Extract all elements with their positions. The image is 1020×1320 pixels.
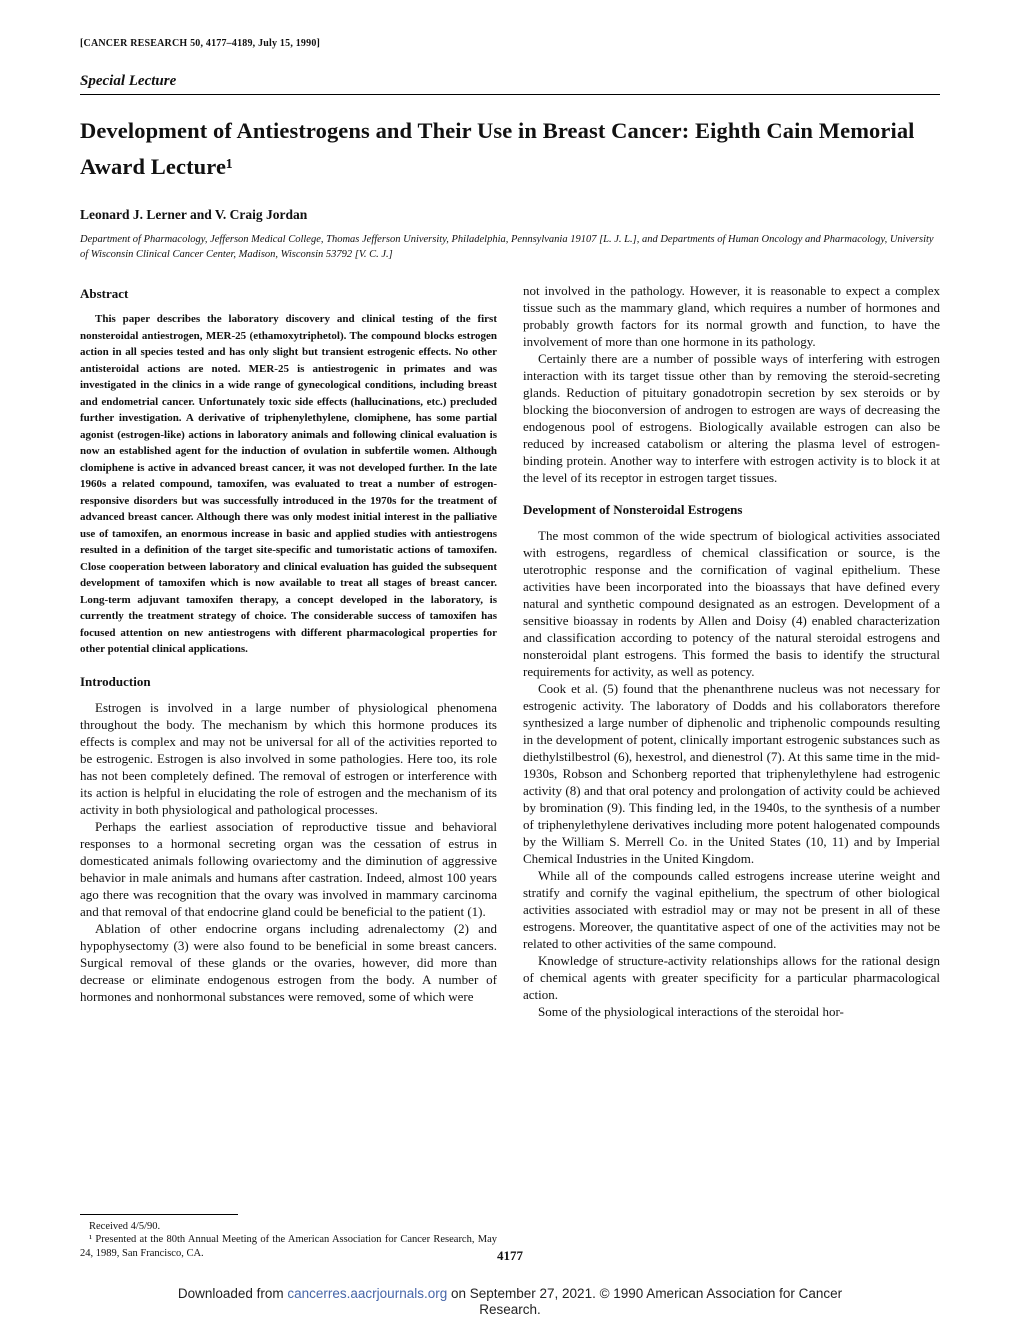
- body-paragraph-interfering: Certainly there are a number of possible ways of interfering with estrogen interaction with its target tissue other than by removing the steroid-secreting glands. Reduction of pituitary gonadotropin secretion by sex steroids or by blocking the bioconversion of androgen to estrogen are ways of decreasing the endogenous pool of estrogens. Biologically available estrogen can also be reduced by increased catabolism or altering the plasma level of estrogen-binding protein. Another way to interfere with estrogen activity is to block it at the level of its receptor in estrogen target tissues.: [523, 351, 940, 486]
- footer-text-pre: Downloaded from: [177, 1286, 288, 1301]
- left-column: [80, 282, 497, 1260]
- section-heading-nonsteroidal: Development of Nonsteroidal Estrogens: [523, 502, 743, 518]
- intro-paragraph-1: Estrogen is involved in a large number of physiological phenomena throughout the body. The mechanism by which this hormone produces its effects is complex and may not be universal for all of the activities reported to be estrogenic. Estrogen is also involved in some pathologies. Here too, its role has not been completely defined. The removal of estrogen or interference with its action is helpful in elucidating the role of estrogen and the mechanism of its activity in both physiological and pathological processes.: [80, 699, 497, 817]
- right-column: [523, 282, 940, 1260]
- download-footer: [0, 1286, 1020, 1318]
- introduction-heading: Introduction: [80, 673, 151, 689]
- footer-text-post: on September 27, 2021. © 1990 American Association for Cancer: [447, 1286, 843, 1301]
- intro-paragraph-2: Perhaps the earliest association of reproductive tissue and behavioral responses to a hormonal secreting organ was the cessation of estrus in domesticated animals following ovariectomy and the diminution of aggressive behavior in male animals and humans after castration. Indeed, almost 100 years ago there was recognition that the ovary was involved in mammary carcinoma and that removal of that endocrine gland could be beneficial to the patient (1).: [80, 818, 497, 919]
- section-paragraph-4: Knowledge of structure-activity relationships allows for the rational design of chemical agents with greater specificity for a particular pharmacological action.: [523, 953, 940, 1003]
- section-paragraph-5: Some of the physiological interactions of the steroidal hor-: [538, 1004, 844, 1020]
- abstract-heading: Abstract: [80, 286, 129, 302]
- article-affiliation: Department of Pharmacology, Jefferson Medical College, Thomas Jefferson University, Philadelphia, Pennsylvania 19107 [L. J. L.], and Departments of Human Oncology and Pharmacology, University of Wisconsin Clinical Cancer Center, Madison, Wisconsin 53792 [V. C. J.]: [80, 234, 934, 261]
- journal-url-link[interactable]: cancerres.aacrjournals.org: [287, 1286, 448, 1301]
- two-column-body: [80, 282, 940, 1260]
- section-paragraph-1: The most common of the wide spectrum of biological activities associated with estrogens, regardless of chemical classification or source, is the uterotrophic response and the cornification of vaginal epithelium. These activities have been incorporated into the bioassays that have defined every natural and synthetic compound designated as an estrogen. Development of a sensitive bioassay in rodents by Allen and Doisy (4) enabled characterization and classification according to potency of the natural steroidal estrogens and nonsteroidal plant estrogens. This formed the basis to identify the structural requirements for activity, as well as potency.: [523, 528, 940, 680]
- section-paragraph-3: While all of the compounds called estrogens increase uterine weight and stratify and cornify the vaginal epithelium, the spectrum of other biological activities associated with estradiol may or may not be present in all of these estrogens. Moreover, the quantitative aspect of one of the activities may not be related to other activities of the same compound.: [523, 868, 940, 952]
- footer-text-line2: Research.: [479, 1302, 541, 1317]
- article-authors: Leonard J. Lerner and V. Craig Jordan: [80, 207, 308, 222]
- journal-citation: [CANCER RESEARCH 50, 4177–4189, July 15, 1990]: [80, 38, 321, 49]
- header-rule: [80, 94, 940, 95]
- section-paragraph-2: Cook et al. (5) found that the phenanthrene nucleus was not necessary for estrogenic activity. The laboratory of Dodds and his collaborators therefore synthesized a large number of diphenolic and triphenolic compounds resulting in the development of potent, clinically important estrogenic substances such as diethylstilbestrol (6), hexestrol, and dienestrol (7). At this same time in the mid-1930s, Robson and Schonberg reported that triphenylethylene had estrogenic activity (8) and that oral potency and prolongation of activity could be achieved by bromination (9). This finding led, in the 1940s, to the synthesis of a number of triphenylethylene derivatives including more potent halogenated compounds by the William S. Merrell Co. in the United States (10, 11) and by Imperial Chemical Industries in the United Kingdom.: [523, 681, 940, 867]
- body-paragraph-continuation: not involved in the pathology. However, it is reasonable to expect a complex tissue such as the mammary gland, which requires a number of hormones and probably growth factors for its normal growth and function, to have the involvement of more than one hormone in its pathology.: [523, 283, 940, 350]
- article-title: Development of Antiestrogens and Their Use in Breast Cancer: Eighth Cain Memorial Award Lecture¹: [80, 118, 915, 179]
- page-number: 4177: [497, 1248, 523, 1263]
- footnote-presented: ¹ Presented at the 80th Annual Meeting of the American Association for Cancer Research, May 24, 1989, San Francisco, CA.: [80, 1234, 497, 1259]
- section-label: Special Lecture: [80, 73, 177, 89]
- intro-paragraph-3: Ablation of other endocrine organs including adrenalectomy (2) and hypophysectomy (3) were also found to be beneficial in some breast cancers. Surgical removal of these glands or the ovaries, however, did more than decrease or eliminate endogenous estrogen from the body. A number of hormones and nonhormonal substances were removed, some of which were: [80, 920, 497, 1004]
- footnote-received: Received 4/5/90.: [89, 1220, 161, 1232]
- footnote-rule: [80, 1214, 238, 1215]
- abstract-text: This paper describes the laboratory discovery and clinical testing of the first nonsteroidal antiestrogen, MER-25 (ethamoxytriphetol). The compound blocks estrogen action in all species tested and has only slight but transient estrogenic effects. No other antisteroidal actions are noted. MER-25 is antiestrogenic in primates and was investigated in the clinics in a wide range of gynecological conditions, including breast and endometrial cancer. Unfortunately toxic side effects (hallucinations, etc.) precluded further investigation. A derivative of triphenylethylene, clomiphene, has some partial agonist (estrogen-like) actions in laboratory animals and following clinical evaluation is now an established agent for the induction of ovulation in subfertile women. Although clomiphene is active in advanced breast cancer, it was not developed further. In the late 1960s a related compound, tamoxifen, was evaluated to treat a number of estrogen-responsive disorders but was successfully introduced in the 1970s for the treatment of advanced breast cancer. Although there was only modest initial interest in the palliative use of tamoxifen, an enormous increase in basic and applied studies with antiestrogens resulted in a definition of the target site-specific and tumoristatic actions of tamoxifen. Close cooperation between laboratory and clinical evaluation has guided the subsequent development of tamoxifen which is now available to treat all stages of breast cancer. Long-term adjuvant tamoxifen therapy, a concept developed in the laboratory, is currently the treatment strategy of choice. The considerable success of tamoxifen has focused attention on new antiestrogens with different pharmacological properties for other potential clinical applications.: [80, 313, 497, 656]
